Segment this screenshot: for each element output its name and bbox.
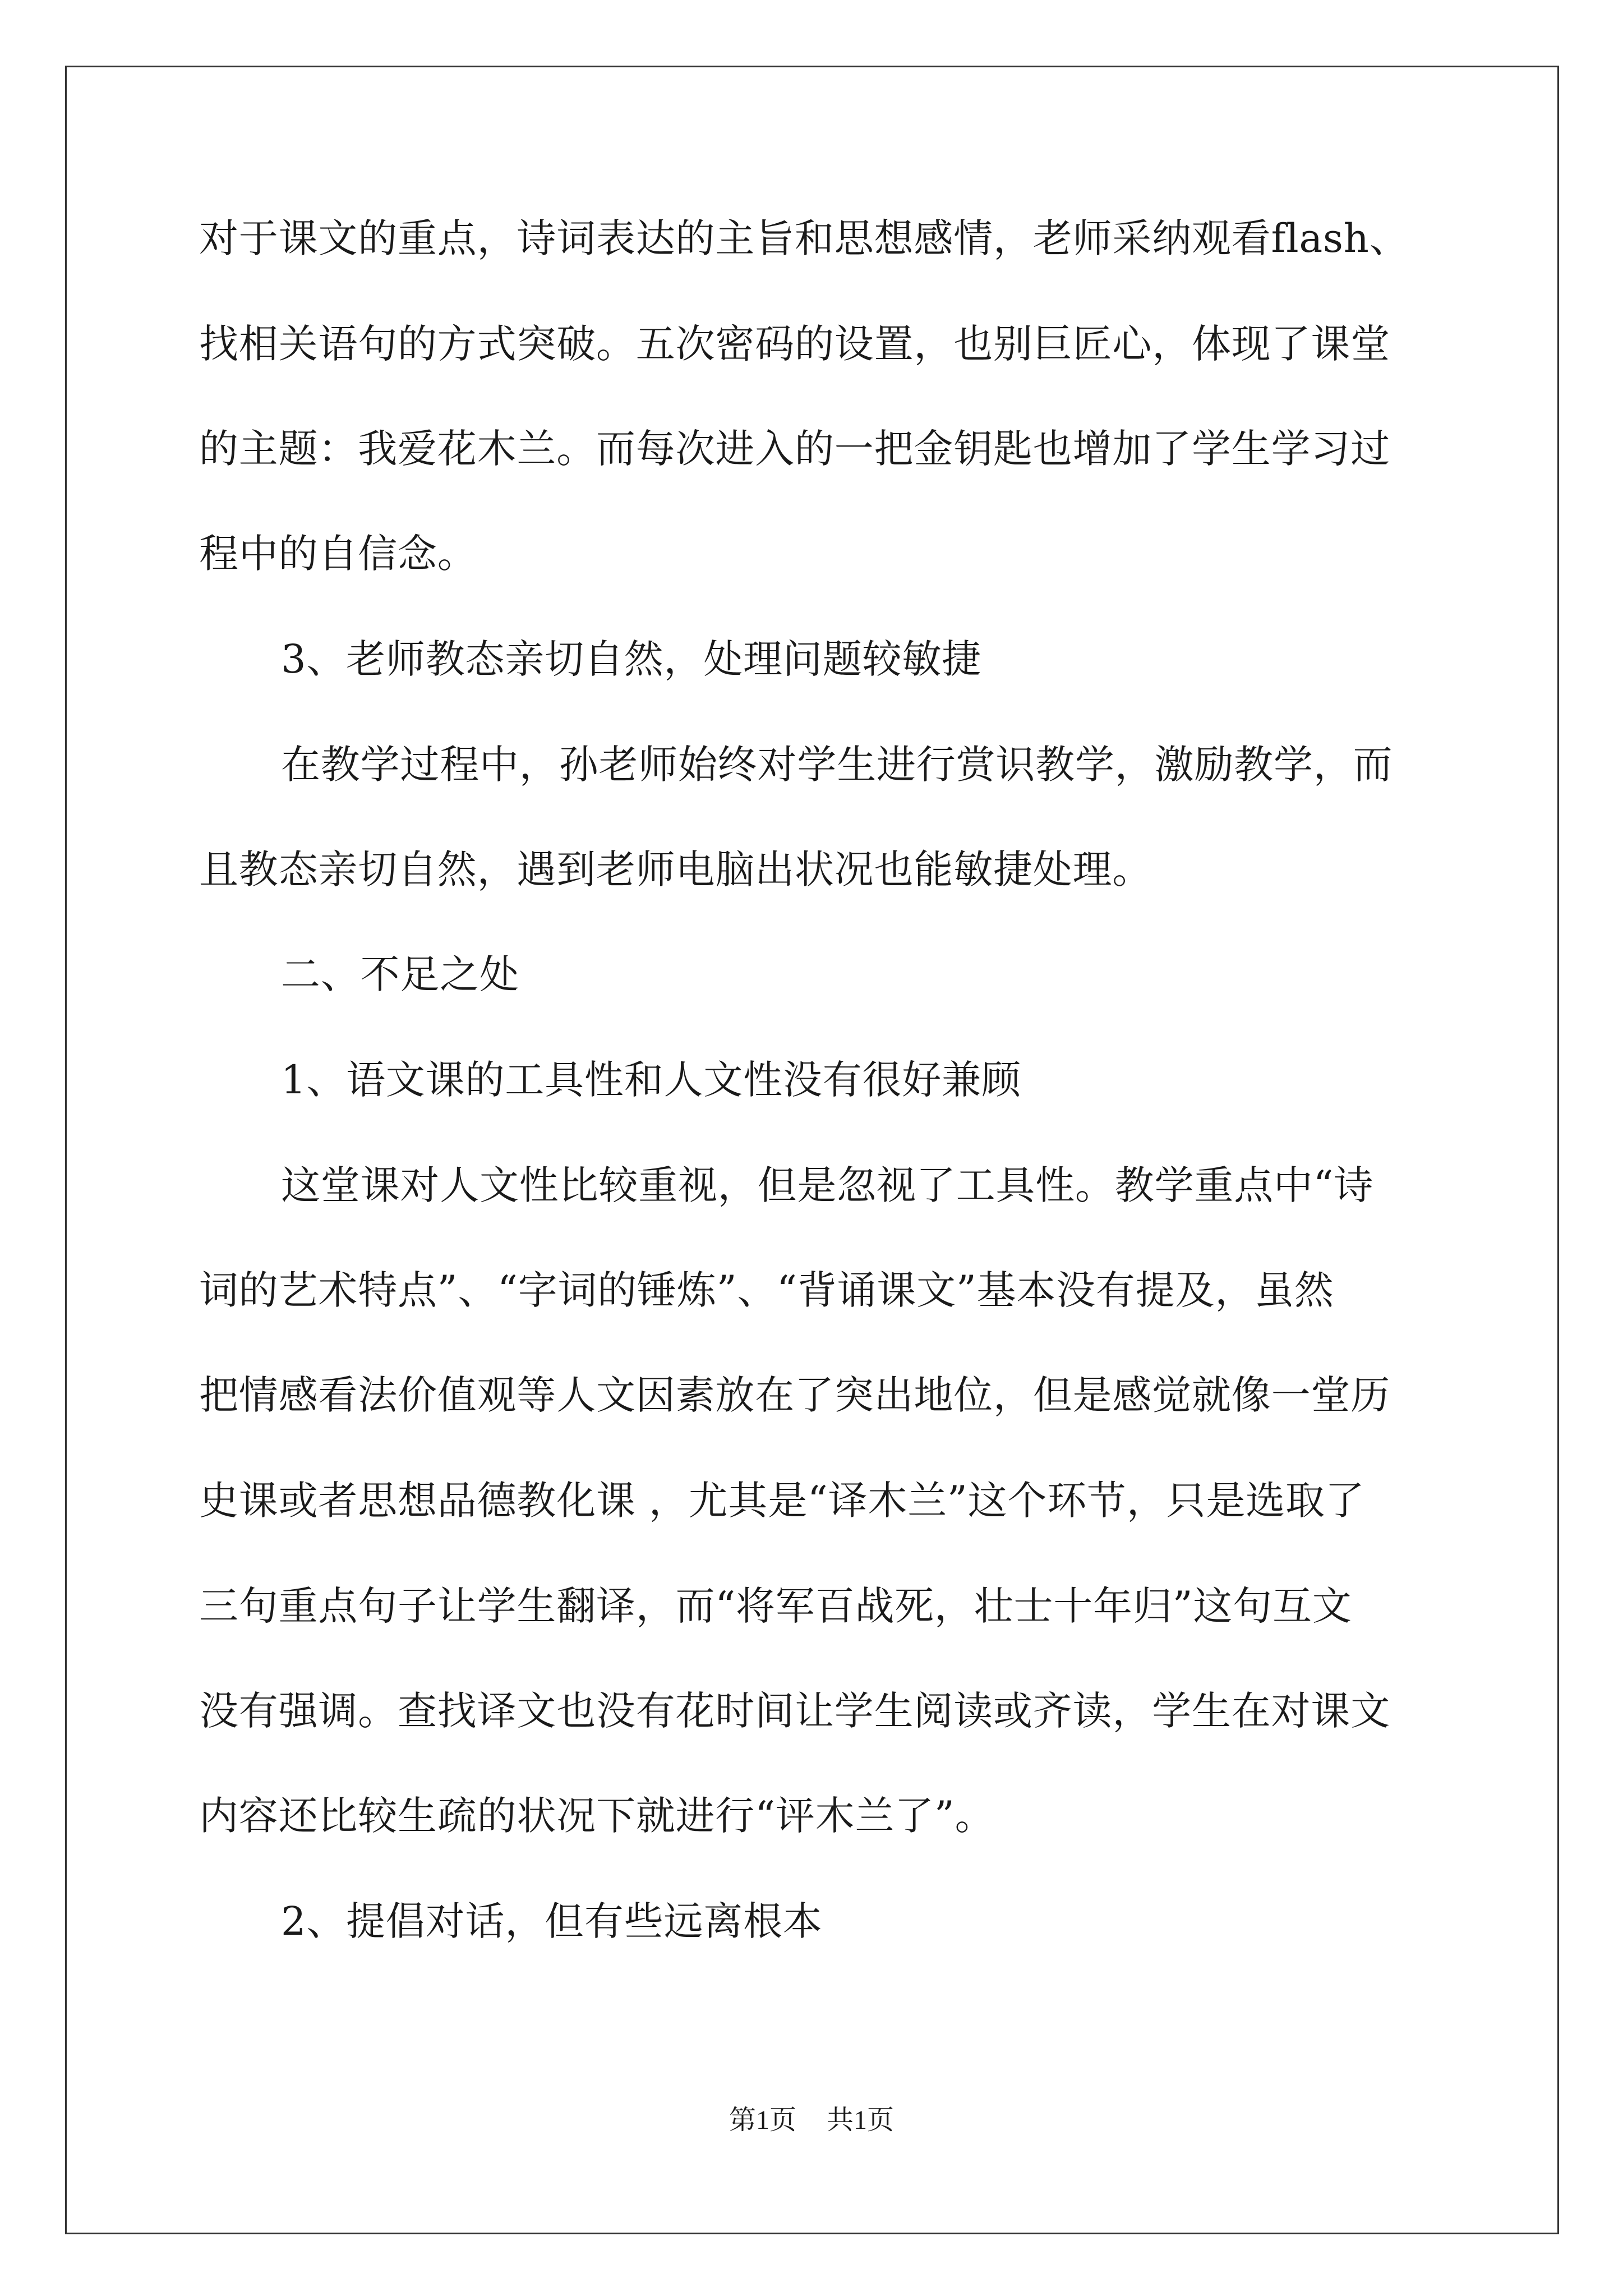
paragraph-line: 内容还比较生疏的状况下就进行“评木兰了”。 xyxy=(199,1793,995,1839)
paragraph-line: 对于课文的重点，诗词表达的主旨和思想感情，老师采纳观看flash、 xyxy=(199,215,1409,261)
paragraph-line: 词的艺术特点”、“字词的锤炼”、“背诵课文”基本没有提及，虽然 xyxy=(199,1267,1334,1313)
paragraph-line: 的主题：我爱花木兰。而每次进入的一把金钥匙也增加了学生学习过 xyxy=(199,426,1390,472)
page-footer xyxy=(0,2104,1623,2137)
paragraph-line: 这堂课对人文性比较重视，但是忽视了工具性。教学重点中“诗 xyxy=(281,1162,1374,1208)
paragraph-line: 史课或者思想品德教化课 ，尤其是“译木兰”这个环节，只是选取了 xyxy=(199,1478,1365,1524)
paragraph-line: 没有强调。查找译文也没有花时间让学生阅读或齐读，学生在对课文 xyxy=(199,1688,1390,1734)
page-number-total: 共1页 xyxy=(827,2105,895,2135)
page-number-current: 第1页 xyxy=(728,2105,796,2135)
paragraph-line: 三句重点句子让学生翻译，而“将军百战死，壮士十年归”这句互文 xyxy=(199,1583,1352,1629)
paragraph-line: 找相关语句的方式突破。五次密码的设置，也别巨匠心，体现了课堂 xyxy=(199,321,1390,367)
subheading-1: 1、语文课的工具性和人文性没有很好兼顾 xyxy=(281,1057,1021,1103)
paragraph-line: 把情感看法价值观等人文因素放在了突出地位，但是感觉就像一堂历 xyxy=(199,1372,1390,1418)
paragraph-line: 且教态亲切自然，遇到老师电脑出状况也能敏捷处理。 xyxy=(199,846,1152,892)
section-heading: 二、不足之处 xyxy=(281,951,519,997)
subheading-3: 3、老师教态亲切自然，处理问题较敏捷 xyxy=(281,636,981,682)
paragraph-line: 程中的自信念。 xyxy=(199,531,477,577)
paragraph-line: 在教学过程中，孙老师始终对学生进行赏识教学，激励教学，而 xyxy=(281,742,1393,788)
subheading-2: 2、提倡对话，但有些远离根本 xyxy=(281,1898,823,1944)
